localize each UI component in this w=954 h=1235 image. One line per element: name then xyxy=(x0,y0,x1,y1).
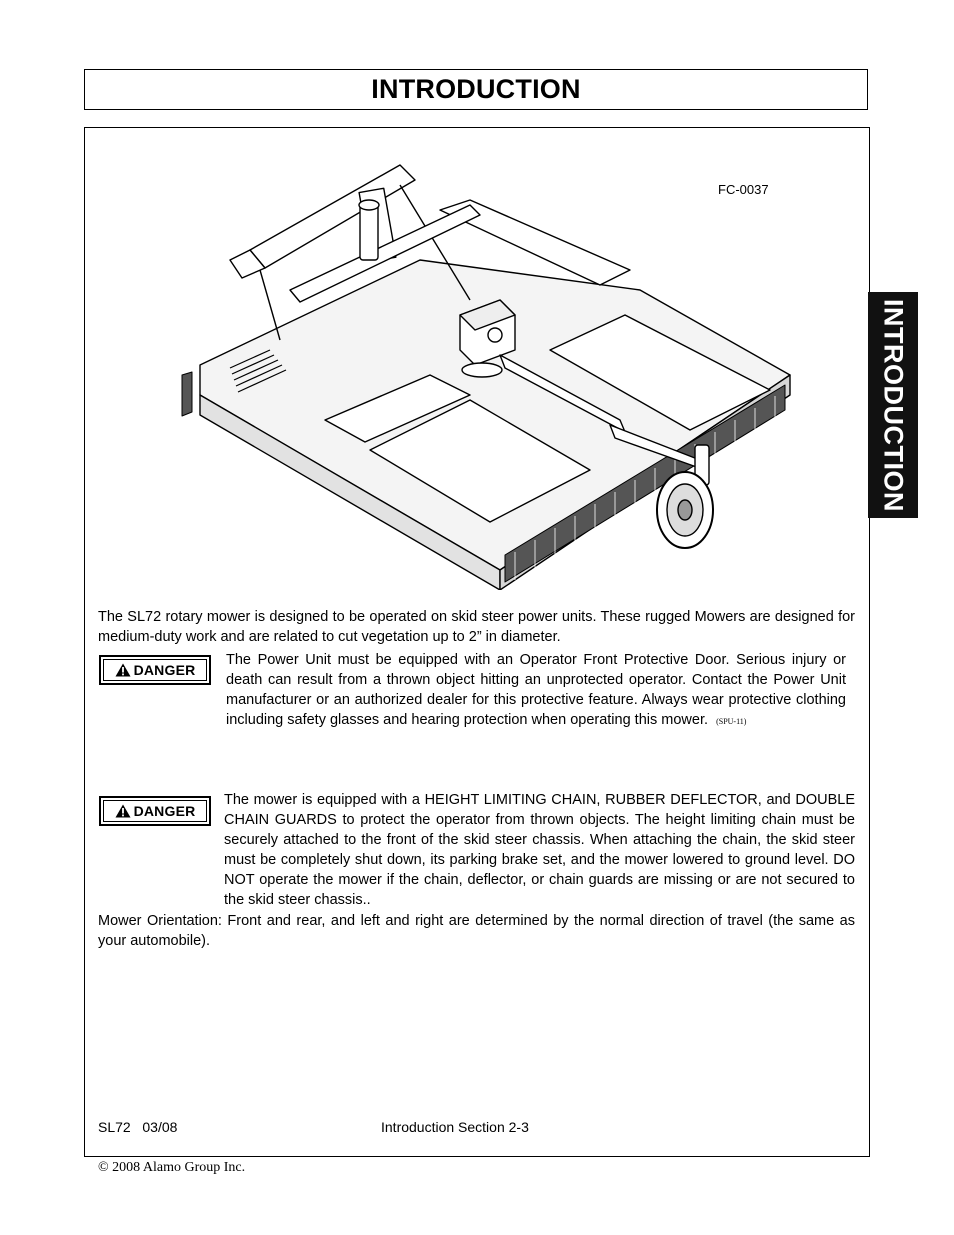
danger-badge xyxy=(99,796,211,826)
danger-message-text: The Power Unit must be equipped with an Operator Front Protective Door. Serious injury or death can result from a thrown object hitting an unprotected operator. Contact the Power Unit manufacturer or an authorized dealer for this protective feature. Always wear protective clothing including safety glasses and hearing protection when operating this mower. xyxy=(226,652,846,728)
danger-label: DANGER xyxy=(133,803,196,819)
section-tab xyxy=(868,292,918,518)
warning-triangle-icon xyxy=(115,663,131,677)
intro-paragraph: The SL72 rotary mower is designed to be operated on skid steer power units. These rugged Mowers are designed for medium-duty work and are related to cut vegetation up to 2” in diameter. xyxy=(98,609,855,645)
footer-model-date: SL72 03/08 xyxy=(98,1119,178,1135)
section-tab-label: INTRODUCTION xyxy=(878,298,909,512)
chain-guard-left xyxy=(182,372,192,416)
footer-section: Introduction Section 2-3 xyxy=(381,1119,529,1135)
copyright-notice: © 2008 Alamo Group Inc. xyxy=(98,1160,246,1175)
danger-message: The mower is equipped with a HEIGHT LIMITING CHAIN, RUBBER DEFLECTOR, and DOUBLE CHAIN GUARDS to protect the operator from thrown objects. The height limiting chain must be securely attached to the front of the skid steer chassis. When attaching the chain, the skid steer must be completely shut down, its parking brake set, and the mower lowered to ground level. DO NOT operate the mower if the chain, deflector, or chain guards are missing or are not secured to the skid steer chassis.. xyxy=(224,792,855,908)
warning-code: (SPU-11) xyxy=(716,717,747,726)
danger-badge xyxy=(99,655,211,685)
rotary-mower-illustration xyxy=(170,150,810,590)
danger-label: DANGER xyxy=(133,662,196,678)
warning-triangle-icon xyxy=(115,804,131,818)
tail-wheel-icon xyxy=(657,472,713,548)
page-header xyxy=(84,69,868,110)
hydraulic-cylinder xyxy=(359,200,379,260)
figure-code: FC-0037 xyxy=(718,182,769,197)
orientation-paragraph: Mower Orientation: Front and rear, and left and right are determined by the normal direction of travel (the same as your automobile). xyxy=(98,913,855,949)
danger-message xyxy=(226,650,846,732)
page-title: INTRODUCTION xyxy=(371,74,581,104)
